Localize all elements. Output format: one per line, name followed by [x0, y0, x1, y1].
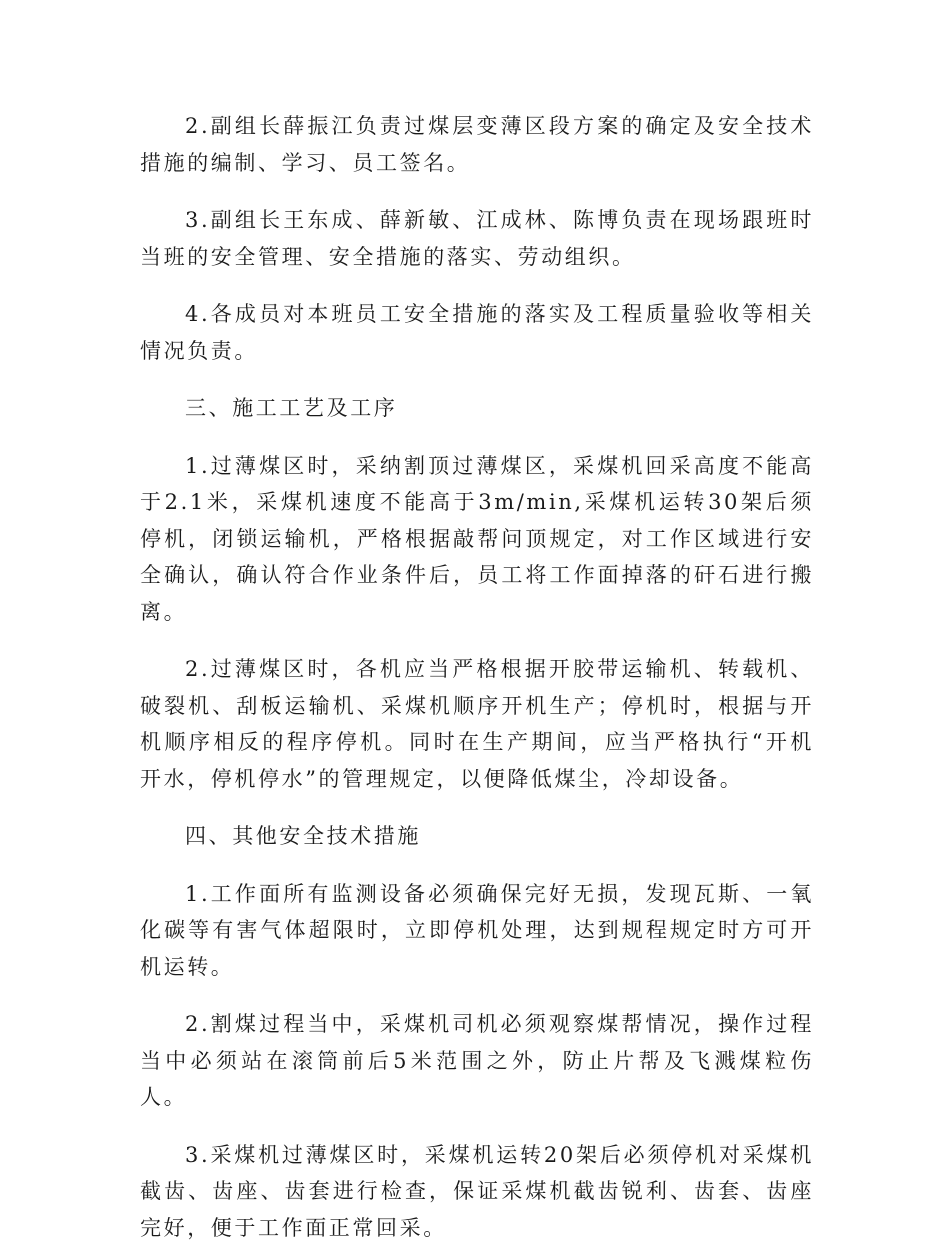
paragraph-deputy-leaders-onsite: 3.副组长王东成、薛新敏、江成林、陈博负责在现场跟班时当班的安全管理、安全措施的落实、劳动组织。 — [140, 202, 814, 275]
paragraph-members-responsibility: 4.各成员对本班员工安全措施的落实及工程质量验收等相关情况负责。 — [140, 296, 814, 369]
paragraph-deputy-leader-xue: 2.副组长薛振江负责过煤层变薄区段方案的确定及安全技术措施的编制、学习、员工签名。 — [140, 108, 814, 181]
paragraph-safety-measure-3: 3.采煤机过薄煤区时，采煤机运转20架后必须停机对采煤机截齿、齿座、齿套进行检查，保证采煤机截齿锐利、齿套、齿座完好，便于工作面正常回采。 — [140, 1137, 814, 1246]
section-heading-construction-process: 三、施工工艺及工序 — [140, 390, 814, 427]
paragraph-process-step-2: 2.过薄煤区时，各机应当严格根据开胶带运输机、转载机、破裂机、刮板运输机、采煤机顺序开机生产；停机时，根据与开机顺序相反的程序停机。同时在生产期间，应当严格执行“开机开水，停机停水”的管理规定，以便降低煤尘，冷却设备。 — [140, 651, 814, 797]
section-heading-other-safety-measures: 四、其他安全技术措施 — [140, 818, 814, 855]
paragraph-process-step-1: 1.过薄煤区时，采纳割顶过薄煤区，采煤机回采高度不能高于2.1米，采煤机速度不能高于3m/min,采煤机运转30架后须停机，闭锁运输机，严格根据敲帮问顶规定，对工作区域进行安全确认，确认符合作业条件后，员工将工作面掉落的矸石进行搬离。 — [140, 448, 814, 631]
paragraph-safety-measure-1: 1.工作面所有监测设备必须确保完好无损，发现瓦斯、一氧化碳等有害气体超限时，立即停机处理，达到规程规定时方可开机运转。 — [140, 876, 814, 986]
paragraph-safety-measure-2: 2.割煤过程当中，采煤机司机必须观察煤帮情况，操作过程当中必须站在滚筒前后5米范围之外，防止片帮及飞溅煤粒伤人。 — [140, 1006, 814, 1116]
